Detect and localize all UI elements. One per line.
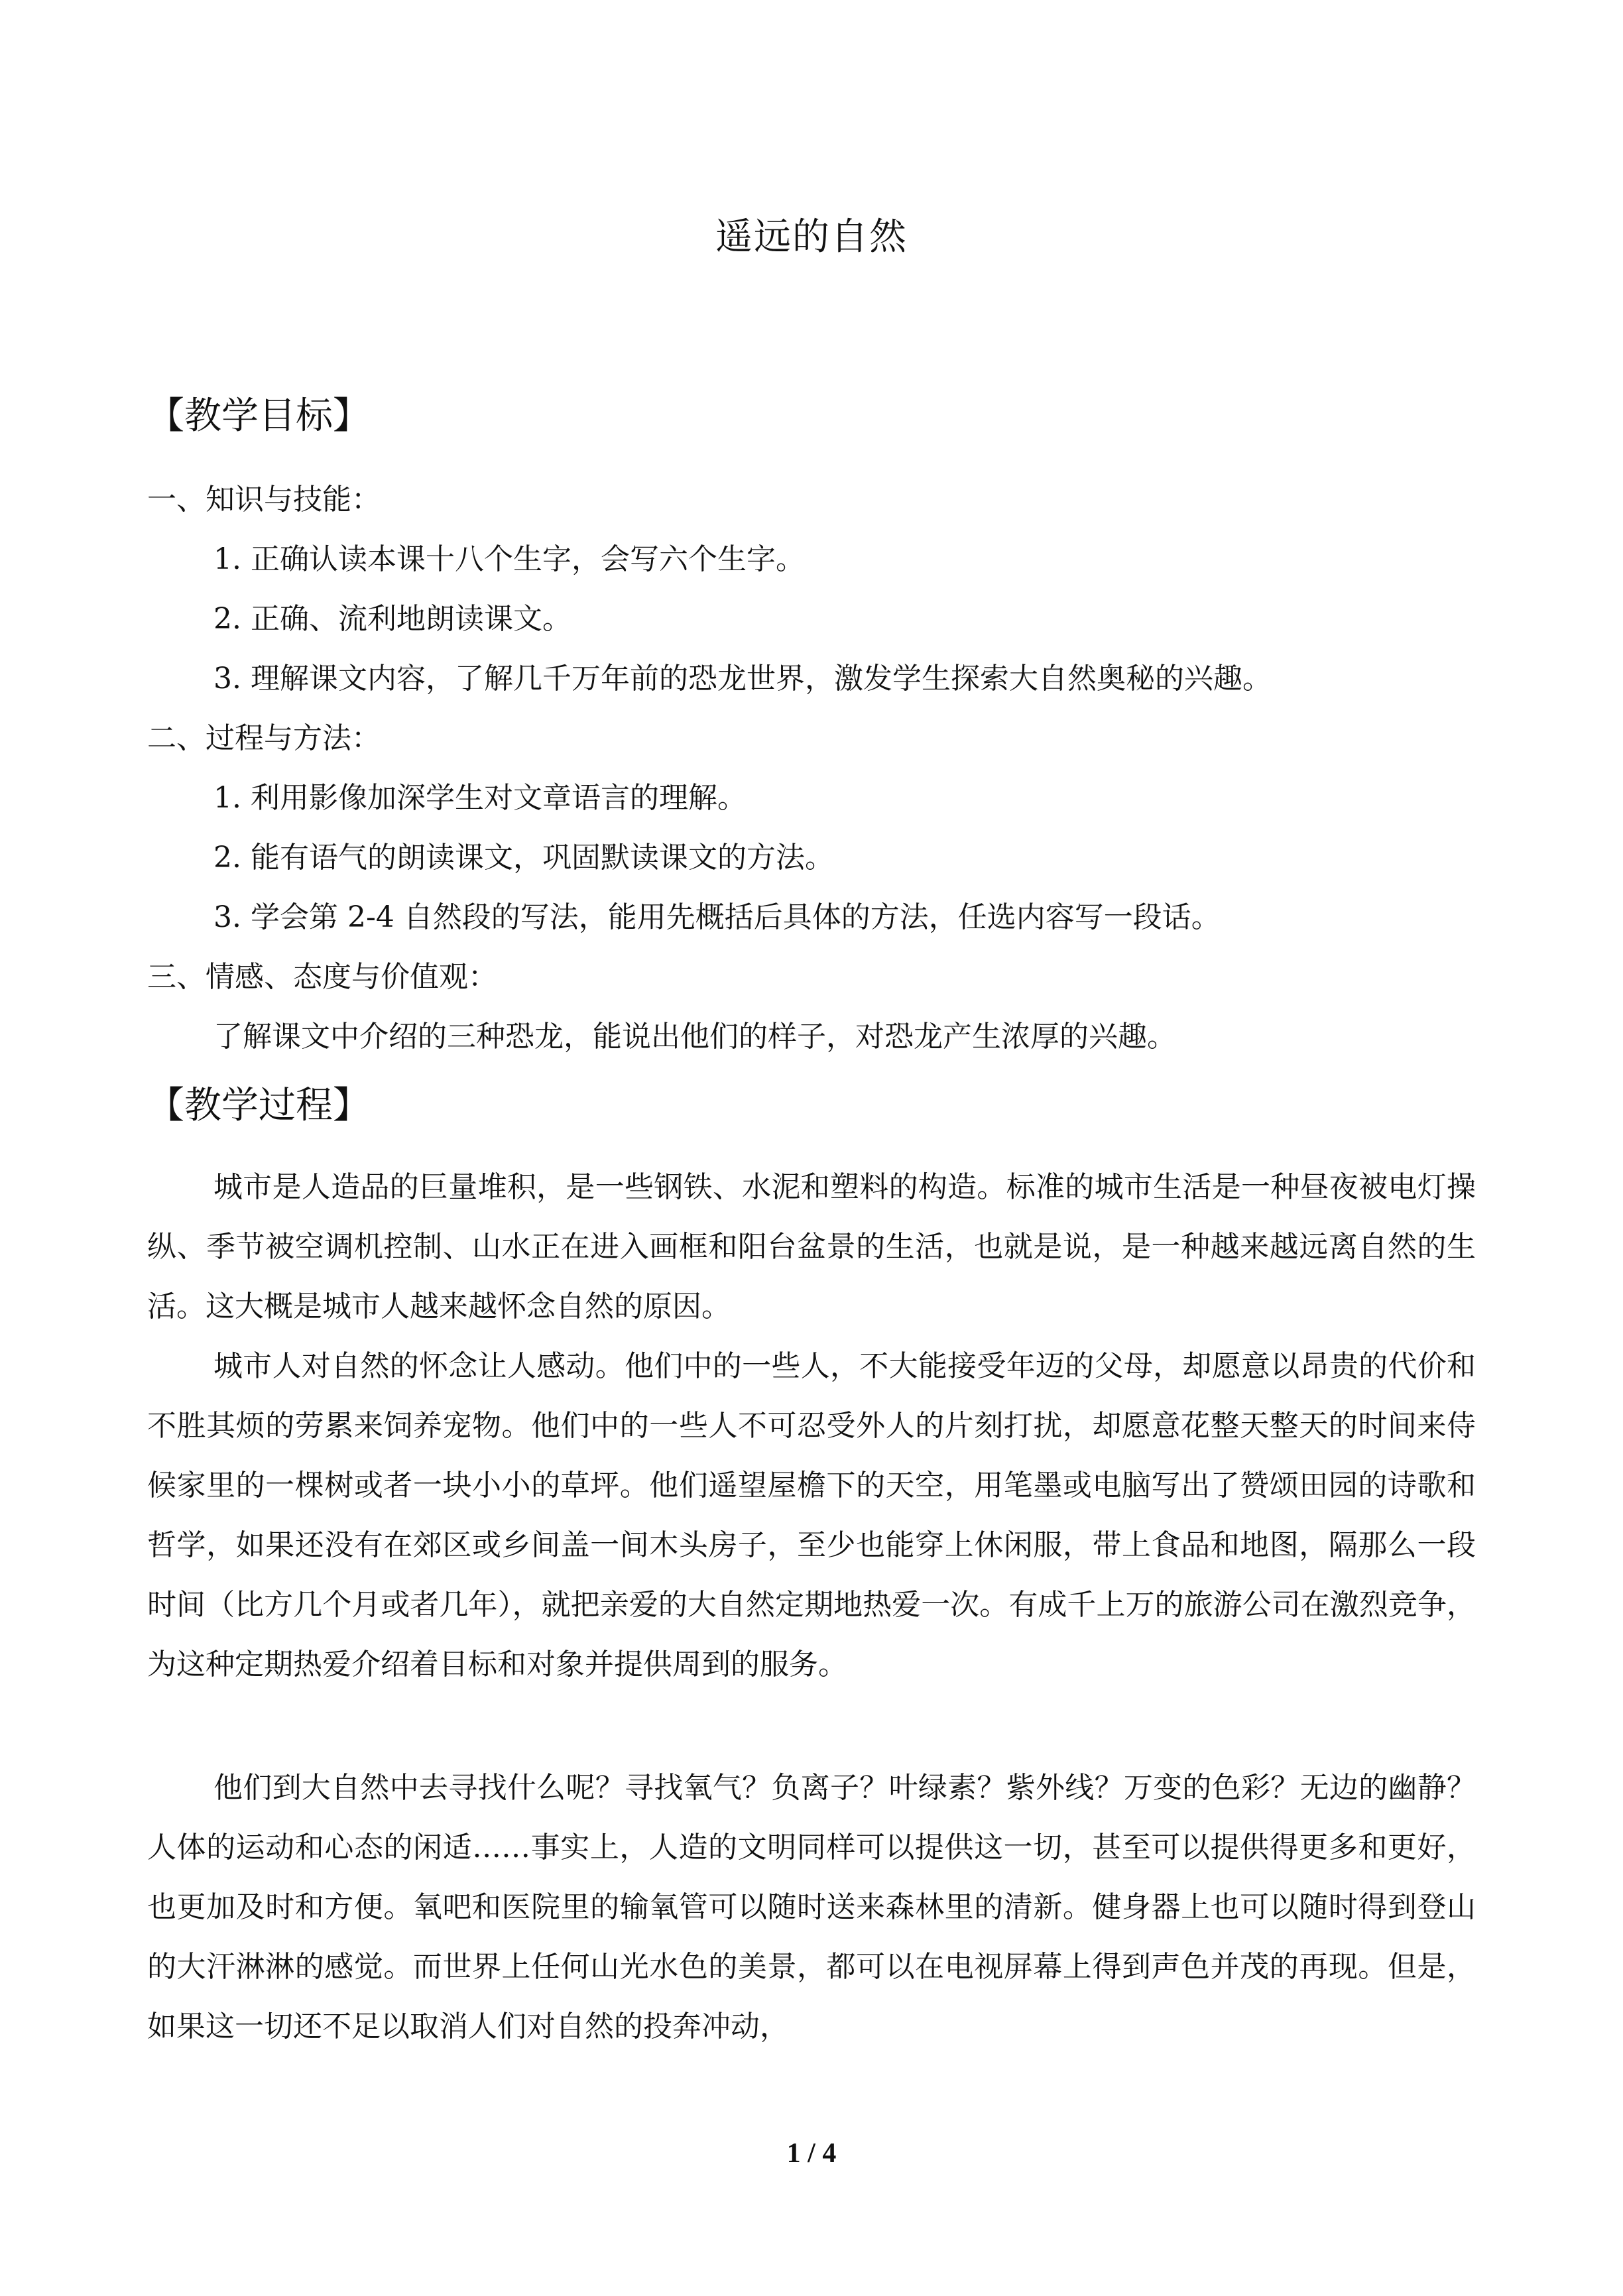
process-item-1: 1. 利用影像加深学生对文章语言的理解。	[213, 781, 747, 815]
process-item-3: 3. 学会第 2-4 自然段的写法，能用先概括后具体的方法，任选内容写一段话。	[213, 900, 1221, 934]
body-paragraph-2: 城市人对自然的怀念让人感动。他们中的一些人，不大能接受年迈的父母，却愿意以昂贵的代价和不胜其烦的劳累来饲养宠物。他们中的一些人不可忍受外人的片刻打扰，却愿意花整天整天的时间来侍候家里的一棵树或者一块小小的草坪。他们遥望屋檐下的天空，用笔墨或电脑写出了赞颂田园的诗歌和哲学，如果还没有在郊区或乡间盖一间木头房子，至少也能穿上休闲服，带上食品和地图，隔那么一段时间（比方几个月或者几年），就把亲爱的大自然定期地热爱一次。有成千上万的旅游公司在激烈竞争，为这种定期热爱介绍着目标和对象并提供周到的服务。	[147, 1349, 1476, 1681]
knowledge-heading: 一、知识与技能：	[147, 483, 381, 516]
document-title: 遥远的自然	[715, 215, 908, 259]
page-number: 1 / 4	[786, 2138, 837, 2169]
knowledge-item-1: 1. 正确认读本课十八个生字，会写六个生字。	[213, 542, 805, 576]
knowledge-item-2: 2. 正确、流利地朗读课文。	[213, 602, 571, 636]
body-paragraph-3: 他们到大自然中去寻找什么呢？寻找氧气？负离子？叶绿素？紫外线？万变的色彩？无边的幽静？人体的运动和心态的闲适……事实上，人造的文明同样可以提供这一切，甚至可以提供得更多和更好，也更加及时和方便。氧吧和医院里的输氧管可以随时送来森林里的清新。健身器上也可以随时得到登山的大汗淋淋的感觉。而世界上任何山光水色的美景，都可以在电视屏幕上得到声色并茂的再现。但是，如果这一切还不足以取消人们对自然的投奔冲动，	[147, 1771, 1476, 2043]
process-item-2: 2. 能有语气的朗读课文，巩固默读课文的方法。	[213, 841, 834, 875]
process-heading: 二、过程与方法：	[147, 721, 381, 755]
attitude-heading: 三、情感、态度与价值观：	[147, 960, 497, 994]
knowledge-item-3: 3. 理解课文内容，了解几千万年前的恐龙世界，激发学生探索大自然奥秘的兴趣。	[213, 662, 1272, 695]
section-heading-goals: 【教学目标】	[147, 394, 370, 438]
attitude-text: 了解课文中介绍的三种恐龙，能说出他们的样子，对恐龙产生浓厚的兴趣。	[213, 1020, 1176, 1054]
section-heading-process: 【教学过程】	[147, 1084, 370, 1127]
body-paragraph-1: 城市是人造品的巨量堆积，是一些钢铁、水泥和塑料的构造。标准的城市生活是一种昼夜被电灯操纵、季节被空调机控制、山水正在进入画框和阳台盆景的生活，也就是说，是一种越来越远离自然的生活。这大概是城市人越来越怀念自然的原因。	[147, 1170, 1476, 1323]
